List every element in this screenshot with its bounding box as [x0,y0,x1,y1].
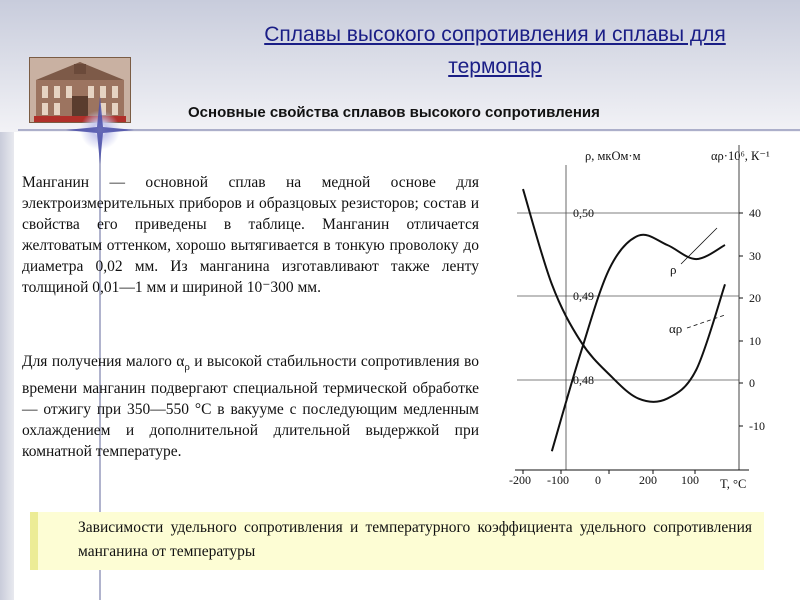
x-tick-label: -100 [547,473,569,487]
x-axis-label: T, °С [720,477,747,491]
series-label-rho: ρ [670,262,677,277]
p2-after: и высокой стабильности сопротивления во времени манганин подвергают специальной термической обработке — отжигу при 350—550 °С в вакууме с последующим медленным охлаждением и дополнительной длительной выдержкой при комнатной температуре. [22,353,480,461]
p2-before: Для получения малого α [22,353,185,370]
right-tick-label: -10 [749,419,765,433]
chart-plot [509,145,765,487]
slide-title: Сплавы высокого сопротивления и сплавы для термопар [264,23,726,78]
side-bar [0,132,14,600]
manganin-description: Манганин — основной сплав на медной основе для электроизмерительных приборов и образцовых резисторов; состав и свойства его приведены в таблице. Манганин отличается желтоватым оттенком, хорошо вытягивается в тонкую проволоку до диаметра 0,02 мм. Из манганина изготавливают также ленту толщиной 0,01—1 мм и шириной 10⁻300 мм. [22,174,479,296]
right-tick-label: 0 [749,376,755,390]
manganin-resistivity-chart [505,140,795,500]
x-tick-label: 100 [681,473,699,487]
x-tick-label: 0 [595,473,601,487]
left-axis-label: ρ, мкОм·м [585,149,641,163]
heat-treatment-paragraph [22,351,479,462]
star-sparkle-icon [64,94,136,166]
p2-subscript: ρ [184,361,190,374]
left-tick-label: 0,48 [573,373,594,387]
right-axis-label: αρ·10⁶, К⁻¹ [711,149,770,163]
right-tick-label: 20 [749,291,761,305]
slide-subtitle: Основные свойства сплавов высокого сопротивления [188,104,600,121]
right-tick-label: 10 [749,334,761,348]
series-label-alpha: αρ [669,321,683,336]
x-tick-label: -200 [509,473,531,487]
x-tick-label: 200 [639,473,657,487]
right-tick-label: 40 [749,206,761,220]
series-line [552,235,725,452]
left-tick-label: 0,49 [573,289,594,303]
alpha-leader-line [687,315,725,328]
left-tick-label: 0,50 [573,206,594,220]
series-line [523,189,725,402]
right-tick-label: 30 [749,249,761,263]
figure-caption: Зависимости удельного сопротивления и температурного коэффициента удельного сопротивления манганина от температуры [30,512,764,570]
